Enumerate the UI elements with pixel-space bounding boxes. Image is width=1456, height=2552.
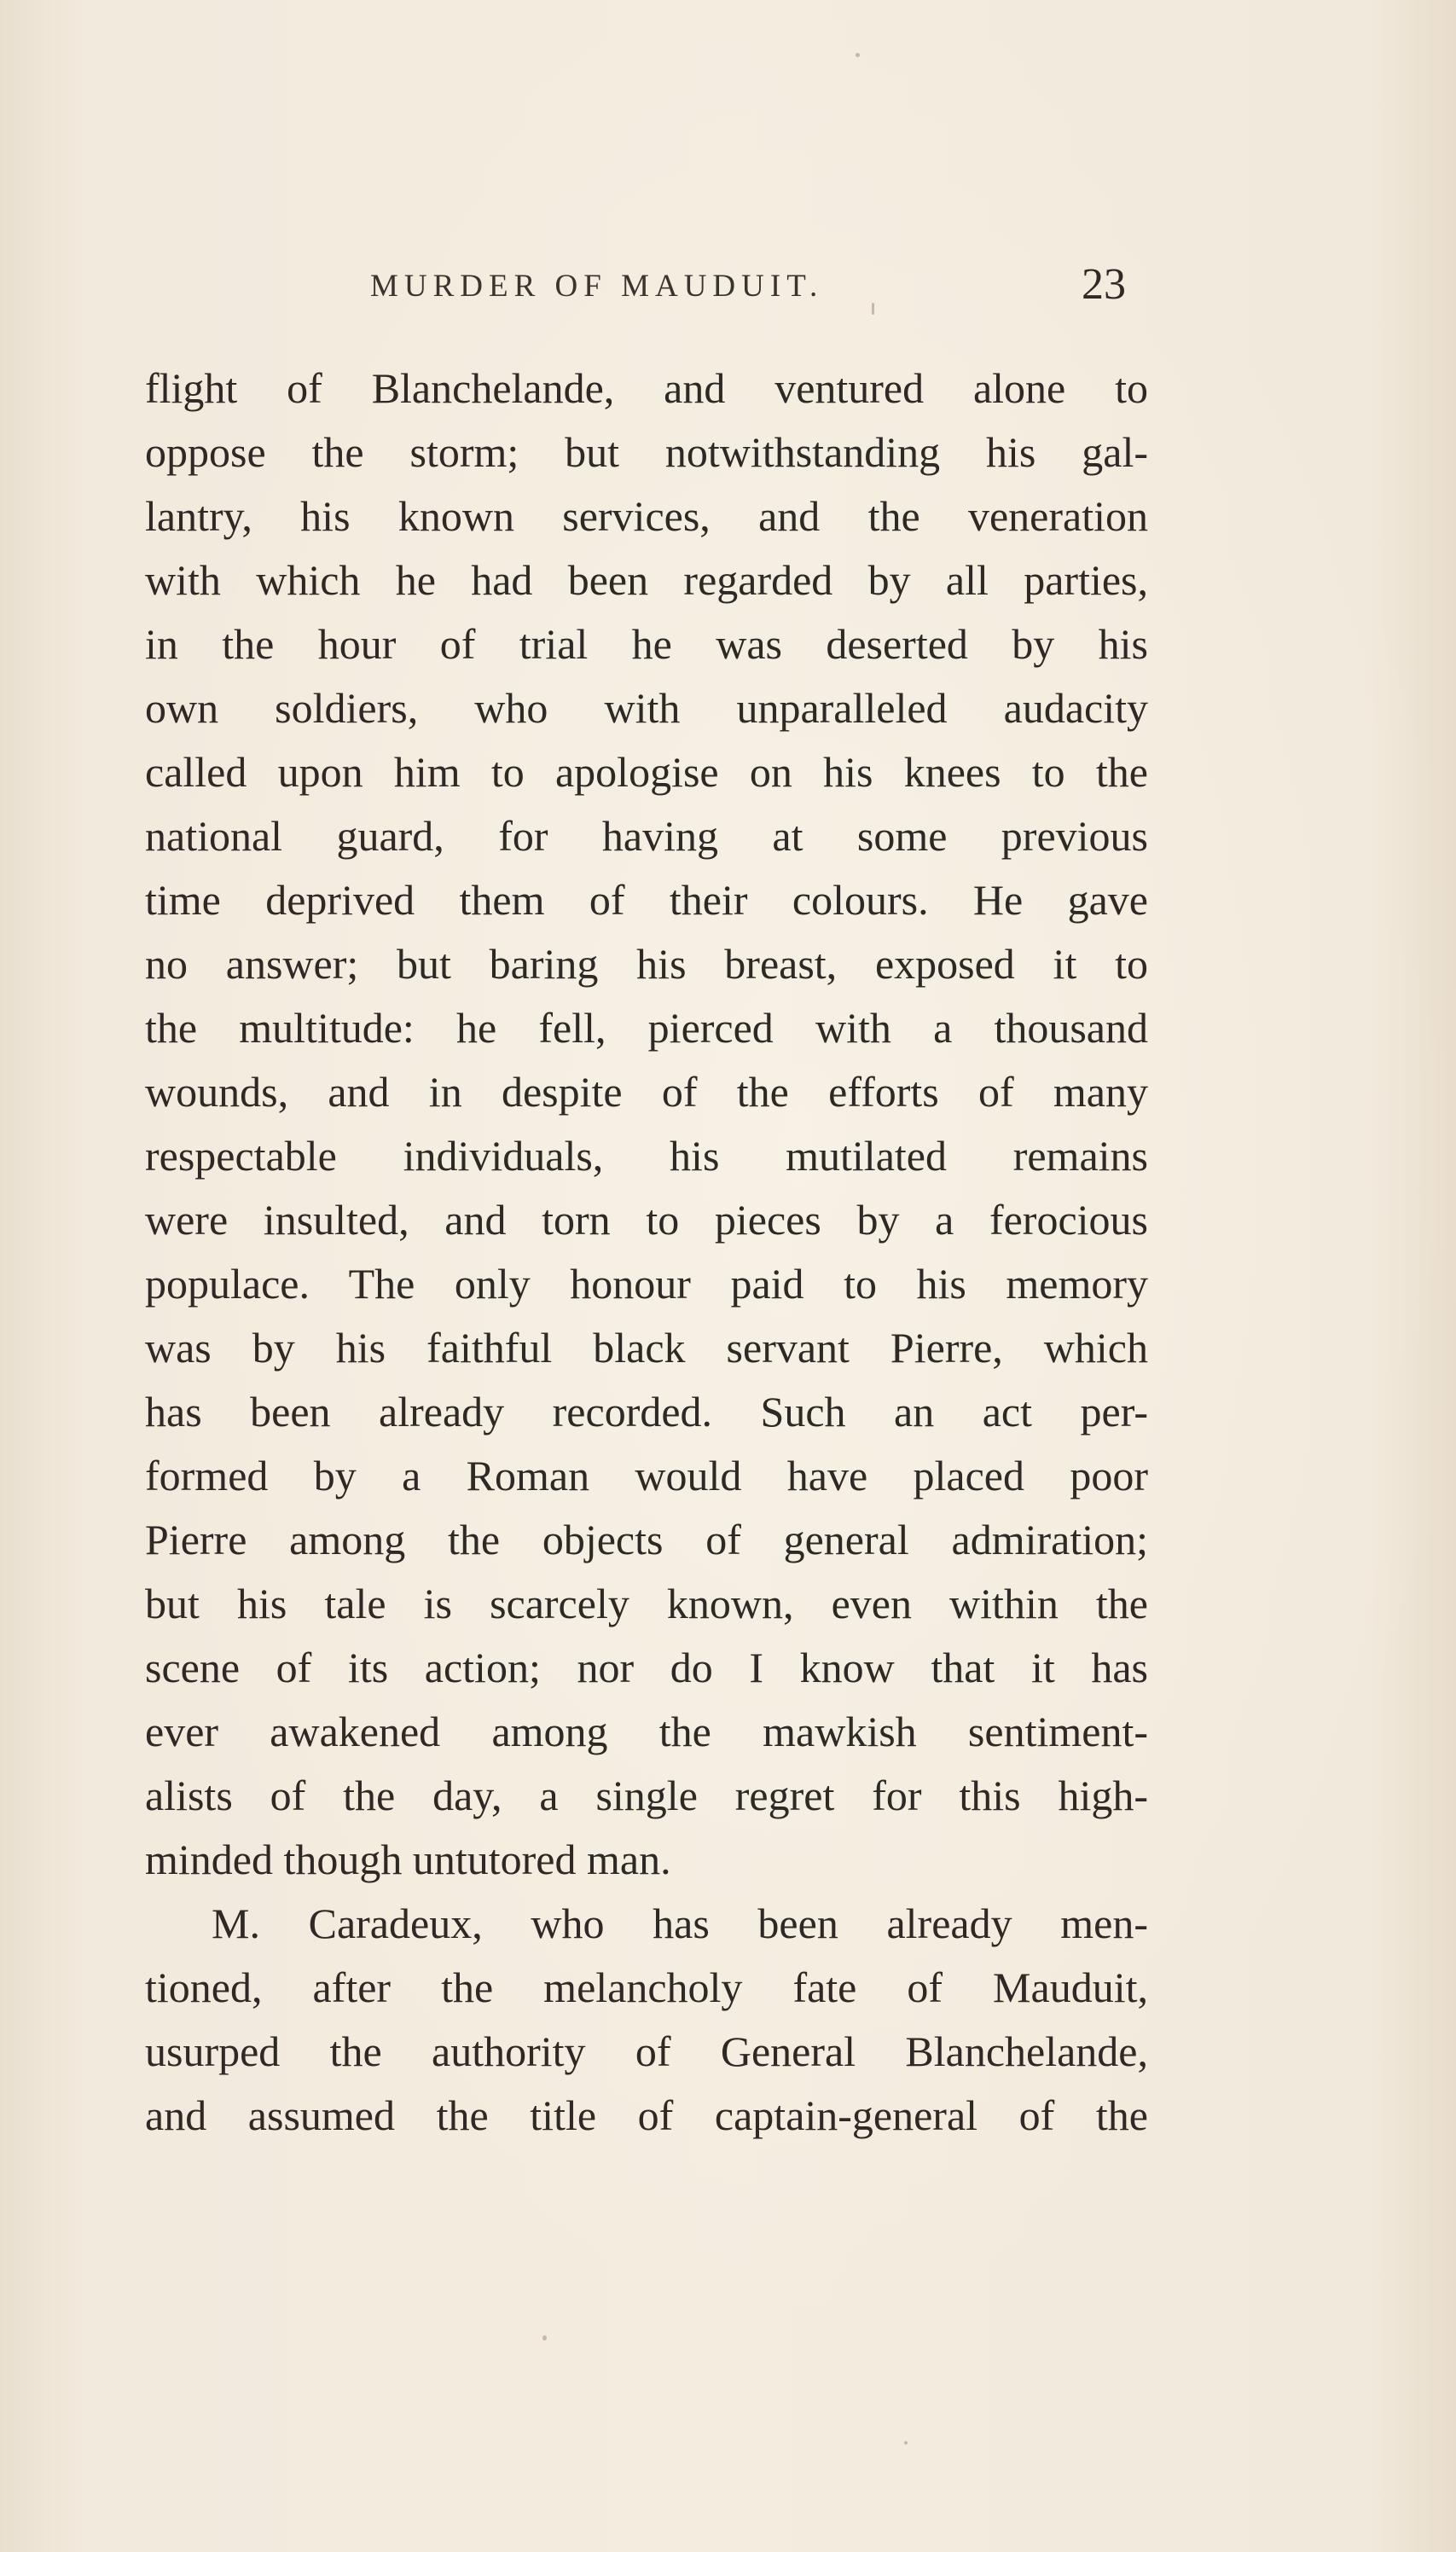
paragraph-start-line: M. Caradeux, who has been already men- bbox=[212, 1900, 1148, 1947]
text-line: flight of Blanchelande, and ventured alone to bbox=[145, 364, 1148, 412]
text-line: the multitude: he fell, pierced with a thousand bbox=[145, 1004, 1148, 1052]
text-line: respectable individuals, his mutilated remains bbox=[145, 1132, 1148, 1180]
paper-speck bbox=[856, 53, 860, 57]
paper-speck bbox=[872, 303, 874, 315]
text-line: Pierre among the objects of general admiration; bbox=[145, 1516, 1148, 1563]
text-line: were insulted, and torn to pieces by a ferocious bbox=[145, 1196, 1148, 1244]
text-line: tioned, after the melancholy fate of Mauduit, bbox=[145, 1963, 1148, 2011]
body-text bbox=[145, 357, 1148, 2148]
text-line: formed by a Roman would have placed poor bbox=[145, 1452, 1148, 1499]
text-line: own soldiers, who with unparalleled audacity bbox=[145, 684, 1148, 732]
text-line: oppose the storm; but notwithstanding his gal- bbox=[145, 428, 1148, 476]
text-line: wounds, and in despite of the efforts of many bbox=[145, 1068, 1148, 1116]
text-line: usurped the authority of General Blanchelande, bbox=[145, 2027, 1148, 2075]
text-line: no answer; but baring his breast, exposed it to bbox=[145, 940, 1148, 988]
text-line: ever awakened among the mawkish sentiment- bbox=[145, 1708, 1148, 1755]
text-line: called upon him to apologise on his knees to the bbox=[145, 748, 1148, 796]
text-line: lantry, his known services, and the veneration bbox=[145, 492, 1148, 540]
text-line: in the hour of trial he was deserted by his bbox=[145, 620, 1148, 668]
text-line: has been already recorded. Such an act per- bbox=[145, 1388, 1148, 1436]
text-line: time deprived them of their colours. He gave bbox=[145, 876, 1148, 924]
text-line: alists of the day, a single regret for this high- bbox=[145, 1772, 1148, 1819]
text-line: but his tale is scarcely known, even within the bbox=[145, 1580, 1148, 1627]
text-line: with which he had been regarded by all parties, bbox=[145, 556, 1148, 604]
text-line: was by his faithful black servant Pierre, which bbox=[145, 1324, 1148, 1372]
page-number: 23 bbox=[1082, 260, 1126, 309]
text-line: national guard, for having at some previous bbox=[145, 812, 1148, 860]
paper-speck bbox=[542, 2335, 547, 2340]
paper-speck bbox=[904, 2441, 908, 2445]
text-line: populace. The only honour paid to his memory bbox=[145, 1260, 1148, 1308]
running-head: MURDER OF MAUDUIT. bbox=[370, 269, 824, 304]
page-header bbox=[154, 260, 1126, 316]
paragraph-end-line: minded though untutored man. bbox=[145, 1836, 671, 1883]
text-line: scene of its action; nor do I know that it has bbox=[145, 1644, 1148, 1691]
text-line: and assumed the title of captain-general of the bbox=[145, 2091, 1148, 2139]
